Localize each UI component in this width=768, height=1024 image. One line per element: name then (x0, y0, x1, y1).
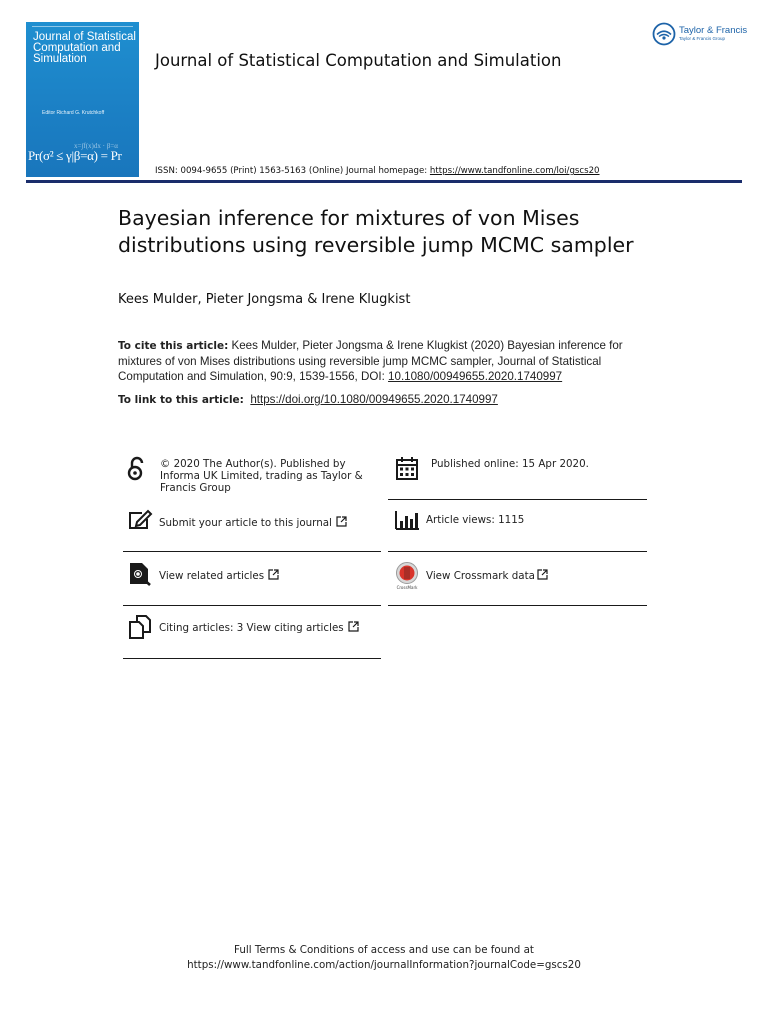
article-link-block (118, 393, 498, 406)
crossmark-icon (395, 561, 421, 591)
journal-title: Journal of Statistical Computation and Simulation (155, 51, 562, 70)
taylor-francis-logo-icon (652, 22, 676, 46)
cover-title: Journal of Statistical Computation and Simulation (33, 31, 136, 65)
info-divider (123, 658, 381, 659)
related-articles-text: View related articles (159, 570, 265, 582)
journal-homepage-link[interactable]: https://www.tandfonline.com/loi/gscs20 (429, 166, 600, 176)
edit-icon (128, 508, 154, 534)
header-rule (26, 180, 742, 183)
issn-text: ISSN: 0094-9655 (Print) 1563-5163 (Online) Journal homepage: (155, 166, 430, 176)
external-link-icon (537, 569, 548, 580)
info-divider (388, 499, 647, 500)
external-link-icon (348, 621, 359, 632)
article-authors: Kees Mulder, Pieter Jongsma & Irene Klugkist (118, 292, 411, 307)
published-online-text: Published online: 15 Apr 2020. (431, 458, 589, 470)
cite-text: Kees Mulder, Pieter Jongsma & Irene Klugkist (2020) Bayesian inference for mixtures of von Mises distributions using reversible jump MCMC sampler, Journal of Statistical Computation and Simulation, 90:9, 1539-1556, DOI: (118, 339, 623, 383)
cover-editor-line: Editor Richard G. Krutchkoff (42, 110, 105, 116)
info-divider (388, 605, 647, 606)
cite-label: To cite this article: (118, 340, 229, 352)
terms-footer-line1: Full Terms & Conditions of access and use can be found at (234, 944, 534, 956)
terms-footer (0, 943, 768, 973)
article-title: Bayesian inference for mixtures of von Mises distributions using reversible jump MCMC sampler (118, 206, 634, 257)
citing-articles-text: Citing articles: 3 View citing articles (159, 622, 344, 634)
external-link-icon (336, 516, 347, 527)
publisher-logo[interactable] (652, 22, 752, 48)
info-divider (123, 551, 381, 552)
crossmark-text: View Crossmark data (426, 570, 535, 582)
cover-top-strip (32, 26, 133, 30)
svg-text:CrossMark: CrossMark (396, 585, 418, 590)
article-doi-url-link[interactable]: https://doi.org/10.1080/00949655.2020.1740997 (250, 393, 498, 406)
info-divider (123, 605, 381, 606)
terms-footer-link[interactable]: https://www.tandfonline.com/action/journalInformation?journalCode=gscs20 (187, 959, 581, 971)
open-access-icon (124, 456, 150, 482)
crossmark-row (426, 569, 548, 582)
cover-math-formula: Pr(σ² ≤ γ|β=α) = Pr (28, 148, 122, 163)
bar-chart-icon (395, 508, 421, 534)
license-text: © 2020 The Author(s). Published by Informa UK Limited, trading as Taylor & Francis Group (160, 458, 363, 494)
issn-line (155, 166, 600, 176)
article-views-text: Article views: 1115 (426, 514, 525, 526)
citation-block (118, 338, 648, 384)
submit-article-text: Submit your article to this journal (159, 517, 332, 529)
doi-link[interactable]: 10.1080/00949655.2020.1740997 (388, 370, 563, 383)
info-divider (388, 551, 647, 552)
cover-math-decoration: x=∫f(x)dx · β=α (74, 142, 118, 150)
journal-cover-image (26, 22, 139, 177)
external-link-icon (268, 569, 279, 580)
calendar-icon (395, 456, 421, 482)
citing-articles-row (159, 621, 359, 634)
submit-article-row (159, 516, 347, 529)
link-label: To link to this article: (118, 394, 244, 406)
publisher-logo-name: Taylor & Francis (679, 25, 748, 36)
publisher-logo-subtitle: Taylor & Francis Group (679, 36, 726, 41)
search-document-icon (128, 561, 154, 587)
related-articles-row (159, 569, 279, 582)
citing-articles-icon (128, 614, 154, 640)
